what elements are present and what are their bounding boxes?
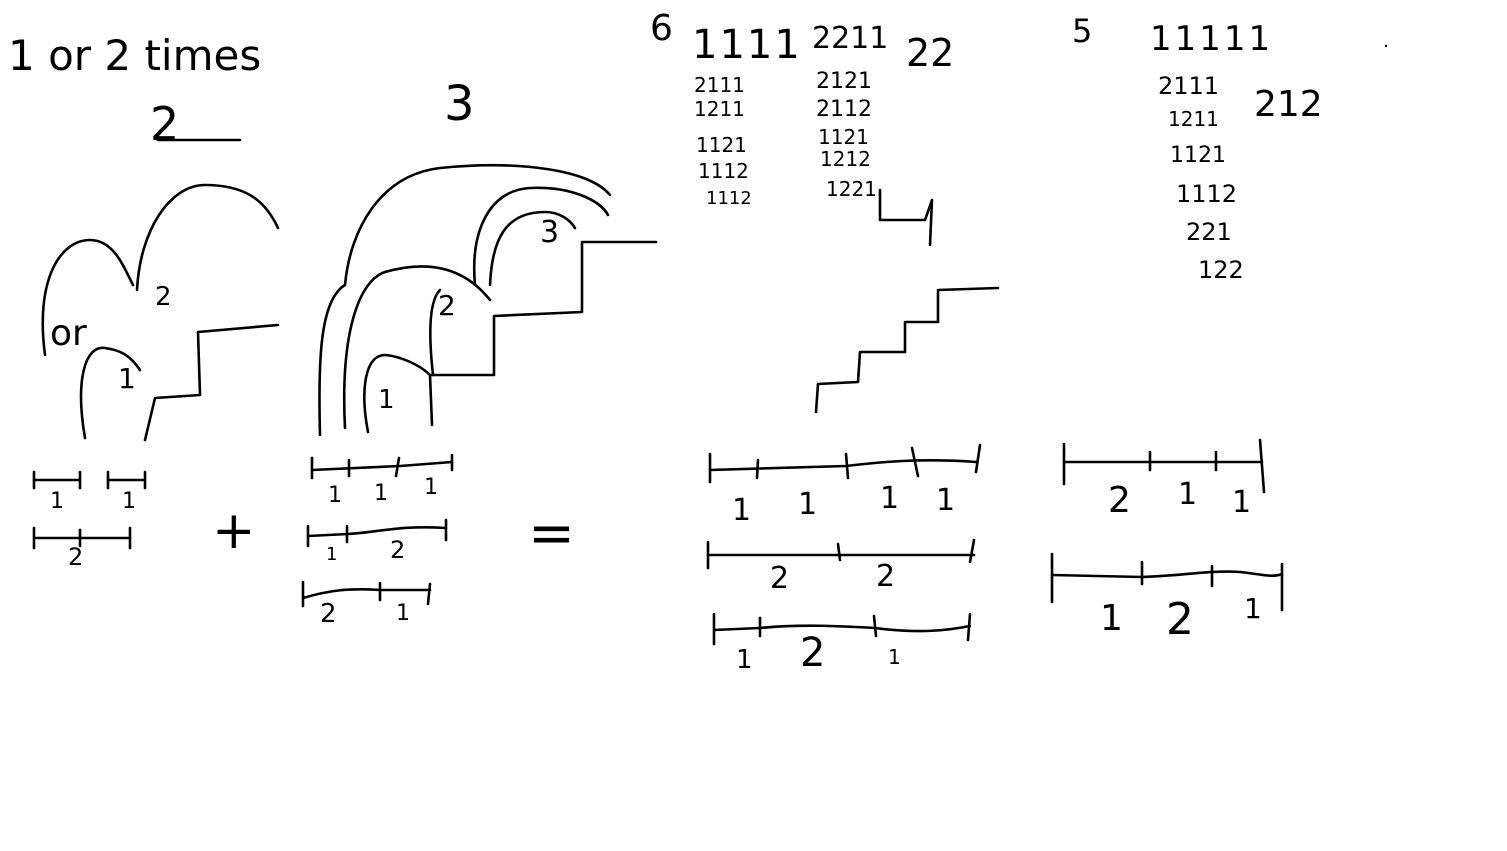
case2-stairs [145, 325, 278, 440]
case5-col-item: 1112 [1176, 180, 1238, 208]
case4-col2 [816, 69, 877, 201]
case3-arc-label: 1 [378, 385, 395, 415]
case4-seg-r1 [710, 460, 976, 470]
case3-seg-r3-label: 2 [320, 599, 337, 629]
case3-label: 3 [444, 76, 475, 132]
case3-arc-3b [490, 212, 575, 285]
case4-seg-r1-label: 1 [798, 487, 818, 522]
equals-sign: = [528, 501, 575, 566]
case5-col-item: 1211 [1168, 107, 1219, 131]
case4-seg-r1-label: 1 [732, 493, 752, 528]
case2-seg-r1-label: 1 [50, 489, 64, 514]
case2-arc-big-label: 2 [155, 282, 172, 312]
case2-seg-r1-label: 1 [122, 489, 136, 514]
case5-col-item: 2111 [1158, 72, 1220, 100]
case3-arc-label: 3 [540, 215, 560, 250]
case4-count: 6 [650, 8, 673, 49]
case4-seg-tick [970, 540, 974, 562]
case4-22: 22 [906, 31, 955, 75]
case5-col-item: 221 [1186, 218, 1232, 246]
case3-arc-outer [319, 165, 610, 435]
case5-col-item: 1121 [1170, 143, 1226, 168]
case3-seg-r3-label: 1 [396, 601, 410, 626]
case4-step-small [880, 190, 932, 245]
case4-segments [708, 445, 980, 644]
case3-stairs [430, 242, 656, 425]
case3-seg-r1 [312, 462, 452, 470]
case4-seg-r3-label: 1 [888, 645, 901, 669]
case4-seg-r3-label: 2 [800, 630, 826, 676]
case4-seg-tick [874, 616, 876, 636]
case4-seg-r3 [714, 626, 970, 631]
case4-221: 2211 [812, 21, 889, 56]
case4-col2-item: 2112 [816, 97, 872, 122]
title-text: 1 or 2 times [8, 31, 262, 80]
case3-seg-r2 [308, 527, 446, 536]
case5-ones: 11111 [1150, 19, 1274, 59]
case4-seg-tick [968, 614, 970, 640]
case4-col2-item: 1121 [818, 125, 869, 149]
case4-seg-r2-label: 2 [770, 561, 790, 596]
case4-seg-r3-label: 1 [736, 645, 753, 675]
case3-seg-r2-label: 2 [390, 536, 406, 564]
case2-arc-big [137, 185, 278, 290]
case3-seg-r3 [303, 589, 430, 598]
case4-col1-item: 1121 [696, 133, 747, 157]
case4-seg-r2-label: 2 [876, 559, 896, 594]
case3-seg-r1-label: 1 [424, 475, 438, 500]
case4-seg-tick [838, 544, 840, 560]
case4-col2-item: 1212 [820, 147, 871, 171]
case4-seg-tick [757, 460, 758, 478]
case5-segments [1052, 440, 1282, 610]
case5-seg-r2-label: 1 [1244, 592, 1262, 625]
case5-count: 5 [1072, 12, 1093, 50]
case2-label: 2 [150, 97, 180, 151]
case4-col1-item: 1112 [698, 159, 749, 183]
case2-seg-r2-label: 2 [68, 543, 84, 571]
case3-arc-label: 2 [438, 289, 456, 322]
case4-col1-item: 1211 [694, 97, 745, 121]
case5-seg-r2-label: 2 [1166, 594, 1194, 645]
case5-seg-r1-label: 1 [1232, 485, 1252, 520]
case2-arc-or: or [50, 313, 87, 354]
case5-seg-r1-label: 2 [1108, 480, 1131, 521]
case3-arcs [319, 165, 656, 435]
case5-col [1158, 72, 1244, 284]
case4-col1-item: 1112 [706, 188, 752, 209]
case5-seg-r2-label: 1 [1100, 598, 1123, 639]
case3-seg-tick [396, 458, 399, 476]
plus-sign: + [212, 501, 256, 561]
case3-arc-1 [364, 355, 430, 432]
stray-dot [1385, 45, 1387, 47]
case5-seg-r1-label: 1 [1178, 477, 1198, 512]
case4-stairs [816, 288, 998, 412]
case4-seg-r1-label: 1 [936, 483, 956, 518]
case5-seg-tick [1260, 440, 1264, 492]
case3-arc-2 [344, 266, 490, 428]
case4-col1-item: 2111 [694, 73, 745, 97]
case4-seg-tick [976, 445, 980, 472]
case3-seg-tick [428, 584, 430, 604]
case5-col-item: 122 [1198, 256, 1244, 284]
case4-seg-tick [846, 454, 848, 478]
case5-seg-r2 [1052, 572, 1282, 577]
case3-seg-r1-label: 1 [328, 483, 342, 508]
case4-seg-r1-label: 1 [880, 481, 900, 516]
case4-col1 [694, 73, 752, 209]
case3-seg-r2-label: 1 [326, 544, 338, 565]
case5-side: 212 [1254, 84, 1323, 125]
case4-col2-item: 1221 [826, 177, 877, 201]
case3-seg-r1-label: 1 [374, 481, 388, 506]
case4-seg-tick [912, 448, 918, 476]
case2-arc-small-label: 1 [118, 362, 136, 395]
case4-col2-item: 2121 [816, 69, 872, 94]
case4-ones: 1111 [692, 22, 802, 68]
